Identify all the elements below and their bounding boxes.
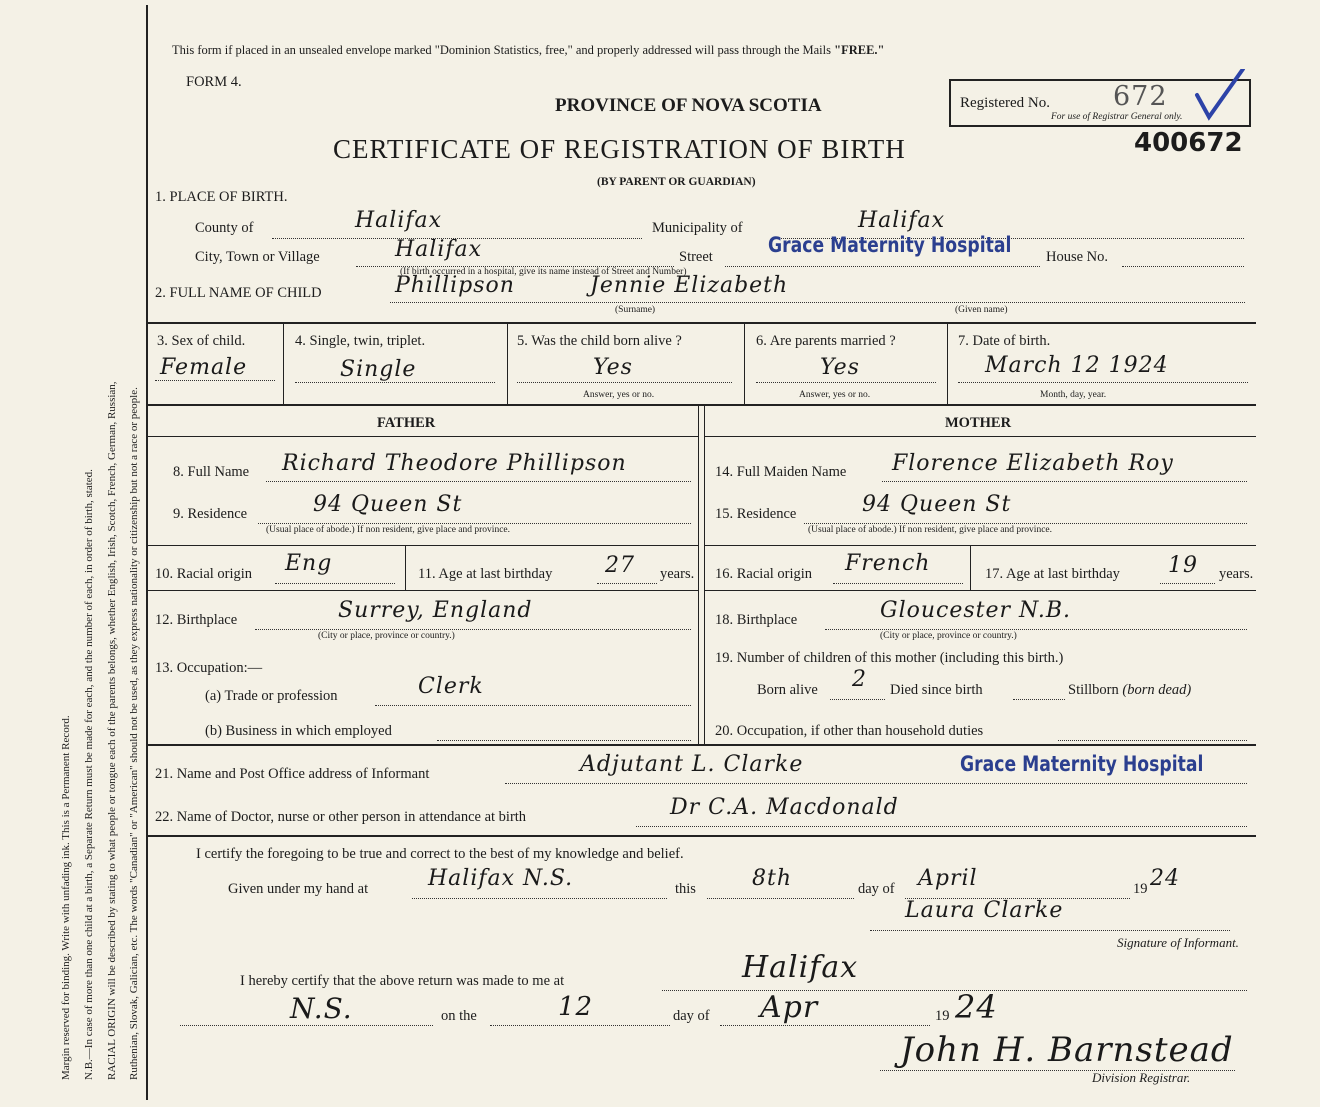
born-alive-line [517,382,732,383]
dob-line [958,382,1248,383]
municipality-label: Municipality of [652,220,743,236]
file-number: 400672 [1134,128,1243,158]
born-alive-label: 5. Was the child born alive ? [517,333,682,349]
dob-value: March 12 1924 [985,353,1169,378]
rule-mother-heading [705,436,1256,437]
rule-col-6 [947,322,948,405]
dob-label: 7. Date of birth. [958,333,1051,349]
plurality-label: 4. Single, twin, triplet. [295,333,426,349]
father-age-years: years. [660,566,695,582]
county-value: Halifax [355,208,443,233]
certificate-subtitle: (BY PARENT OR GUARDIAN) [597,176,756,188]
informant-label: 21. Name and Post Office address of Informant [155,766,430,782]
given-at-value: Halifax N.S. [428,866,574,891]
business-line [437,740,691,741]
mother-racial-value: French [845,551,931,576]
reg-month-line [720,1025,930,1026]
city-value: Halifax [395,237,483,262]
reg-year-prefix: 19 [935,1008,950,1024]
margin-note-binding: Margin reserved for binding. Write with unfading ink. This is a Permanent Record. [60,715,72,1080]
father-age-label: 11. Age at last birthday [418,566,553,582]
street-line [725,266,1040,267]
mother-age-line [1160,583,1215,584]
married-label: 6. Are parents married ? [756,333,896,349]
informant-hospital-stamp: Grace Maternity Hospital [960,752,1204,776]
born-alive-count-line [830,699,885,700]
given-name-value: Jennie Elizabeth [590,273,789,298]
rule-parents-divider-a [698,404,699,744]
married-line [756,382,936,383]
dob-caption: Month, day, year. [1040,390,1107,400]
sex-label: 3. Sex of child. [157,333,246,349]
informant-signature-line [870,930,1230,931]
mother-age-value: 19 [1168,553,1198,578]
mother-occupation-line [1058,740,1247,741]
province-heading: PROVINCE OF NOVA SCOTIA [555,95,822,116]
doctor-value: Dr C.A. Macdonald [670,795,899,820]
reg-dayof-label: day of [673,1008,710,1024]
father-birthplace-caption: (City or place, province or country.) [318,631,455,641]
father-residence-label: 9. Residence [173,506,248,522]
certificate-title: CERTIFICATE OF REGISTRATION OF BIRTH [333,134,906,164]
place-of-birth-label: 1. PLACE OF BIRTH. [155,189,288,205]
hospital-note: (If birth occurred in a hospital, give its name instead of Street and Number) [400,267,687,277]
sex-line [155,380,275,381]
mother-birthplace-caption: (City or place, province or country.) [880,631,1017,641]
business-label: (b) Business in which employed [205,723,392,739]
check-mark-icon [1191,69,1251,129]
father-residence-caption: (Usual place of abode.) If non resident, give place and province. [266,525,510,535]
children-label: 19. Number of children of this mother (including this birth.) [715,650,1064,666]
surname-caption: (Surname) [615,305,656,315]
reg-prefix-line [180,1025,433,1026]
signature-informant-caption: Signature of Informant. [1117,935,1239,950]
mother-racial-label: 16. Racial origin [715,566,813,582]
registered-value: 672 [1113,81,1168,112]
born-alive-count-label: Born alive [757,682,818,698]
mail-notice: This form if placed in an unsealed envelope marked "Dominion Statistics, free," and properly addressed will pass through the Mails "FREE." [172,43,885,57]
rule-col-4 [507,322,508,405]
form-number: FORM 4. [186,74,242,90]
given-hand-label: Given under my hand at [228,881,369,897]
rule-father-racial-mid [405,545,406,590]
mother-age-label: 17. Age at last birthday [985,566,1120,582]
mother-birthplace-label: 18. Birthplace [715,612,798,628]
father-name-line [266,481,691,482]
rule-mother-racial-top [705,545,1256,546]
died-label: Died since birth [890,682,983,698]
rule-top-row [146,322,1256,324]
doctor-label: 22. Name of Doctor, nurse or other person in attendance at birth [155,809,527,825]
given-day-value: 8th [752,866,793,891]
given-year-prefix: 19 [1133,881,1148,897]
trade-label: (a) Trade or profession [205,688,338,704]
full-name-line [390,302,1245,303]
registrar-note: For use of Registrar General only. [1051,112,1183,122]
rule-mother-racial-mid [970,545,971,590]
rule-father-racial-bottom [146,590,698,591]
mother-residence-label: 15. Residence [715,506,797,522]
given-year-value: 24 [1150,866,1180,891]
rule-informant-top [146,744,1256,746]
mother-age-years: years. [1219,566,1254,582]
stillborn-label: Stillborn (born dead) [1068,682,1192,698]
given-month-value: April [918,866,978,891]
mother-residence-caption: (Usual place of abode.) If non resident, give place and province. [808,525,1052,535]
reg-prefix-value: N.S. [290,992,353,1025]
on-the-label: on the [441,1008,477,1024]
hereby-label: I hereby certify that the above return was made to me at [240,973,565,989]
certify-text: I certify the foregoing to be true and correct to the best of my knowledge and belief. [196,846,684,862]
mother-birthplace-value: Gloucester N.B. [880,598,1072,623]
reg-day-line [490,1025,670,1026]
father-racial-label: 10. Racial origin [155,566,253,582]
municipality-value: Halifax [858,208,946,233]
margin-note-multiple-births: N.B.—In case of more than one child at a birth, a Separate Return must be made for each, and the number of each, in order of birth, stated. [83,469,95,1080]
house-label: House No. [1046,249,1109,265]
mother-name-line [882,481,1247,482]
given-this-label: this [675,881,696,897]
reg-day-value: 12 [558,992,594,1022]
margin-note-nationality: Ruthenian, Slovak, Galician, etc. The words "Canadian" or "American" should not be used, as they express nationality or citizenship but not a race or people. [128,387,140,1080]
father-age-value: 27 [605,553,635,578]
father-birthplace-line [255,629,691,630]
mother-racial-line [833,583,963,584]
mother-occupation-label: 20. Occupation, if other than household duties [715,723,984,739]
city-label: City, Town or Village [195,249,320,265]
informant-signature: Laura Clarke [905,898,1064,923]
reg-month-value: Apr [760,990,819,1025]
surname-value: Phillipson [395,273,515,298]
rule-col-3 [283,322,284,405]
given-dayof-label: day of [858,881,895,897]
occupation-label: 13. Occupation:— [155,660,263,676]
full-name-label: 2. FULL NAME OF CHILD [155,285,322,301]
married-caption: Answer, yes or no. [799,390,871,400]
registered-label: Registered No. [960,95,1050,111]
rule-parents-divider-b [704,404,705,744]
born-alive-count-value: 2 [852,667,867,692]
father-residence-line [258,523,691,524]
father-racial-line [275,583,395,584]
mother-residence-value: 94 Queen St [862,492,1012,517]
margin-note-racial-origin: RACIAL ORIGIN will be described by stating to what people or tongue each of the parents belongs, whether English, Irish, Scotch, French, German, Russian, [106,381,118,1080]
father-birthplace-label: 12. Birthplace [155,612,238,628]
registered-at-value: Halifax [742,950,859,985]
informant-line [505,783,1247,784]
street-hospital-stamp: Grace Maternity Hospital [768,233,1012,257]
father-residence-value: 94 Queen St [313,492,463,517]
mother-heading: MOTHER [945,415,1012,431]
trade-value: Clerk [418,674,484,699]
doctor-line [636,826,1247,827]
mother-name-label: 14. Full Maiden Name [715,464,847,480]
given-name-caption: (Given name) [955,305,1008,315]
registrar-signature: John H. Barnstead [900,1030,1234,1070]
father-birthplace-value: Surrey, England [338,598,533,623]
mother-residence-line [804,523,1247,524]
street-label: Street [679,249,713,265]
born-alive-caption: Answer, yes or no. [583,390,655,400]
rule-mother-racial-bottom [705,590,1256,591]
rule-certify-top [146,835,1256,837]
mother-name-value: Florence Elizabeth Roy [892,451,1174,476]
father-name-value: Richard Theodore Phillipson [282,451,627,476]
father-age-line [597,583,657,584]
died-line [1013,699,1065,700]
rule-father-heading [146,436,698,437]
trade-line [375,705,691,706]
father-heading: FATHER [377,415,436,431]
mother-birthplace-line [825,629,1247,630]
plurality-value: Single [340,357,417,382]
division-registrar-caption: Division Registrar. [1092,1070,1191,1085]
informant-value: Adjutant L. Clarke [580,752,804,777]
margin-rule [146,5,148,1100]
reg-year-value: 24 [955,988,998,1026]
plurality-line [295,382,495,383]
county-label: County of [195,220,254,236]
registered-box [949,79,1251,127]
father-name-label: 8. Full Name [173,464,250,480]
father-racial-value: Eng [285,551,333,576]
sex-value: Female [160,355,248,380]
given-day-line [707,898,854,899]
rule-father-racial-top [146,545,698,546]
married-value: Yes [820,355,860,380]
born-alive-value: Yes [593,355,633,380]
rule-parents-top [146,404,1256,406]
given-at-line [412,898,667,899]
house-line [1122,266,1244,267]
rule-col-5 [744,322,745,405]
